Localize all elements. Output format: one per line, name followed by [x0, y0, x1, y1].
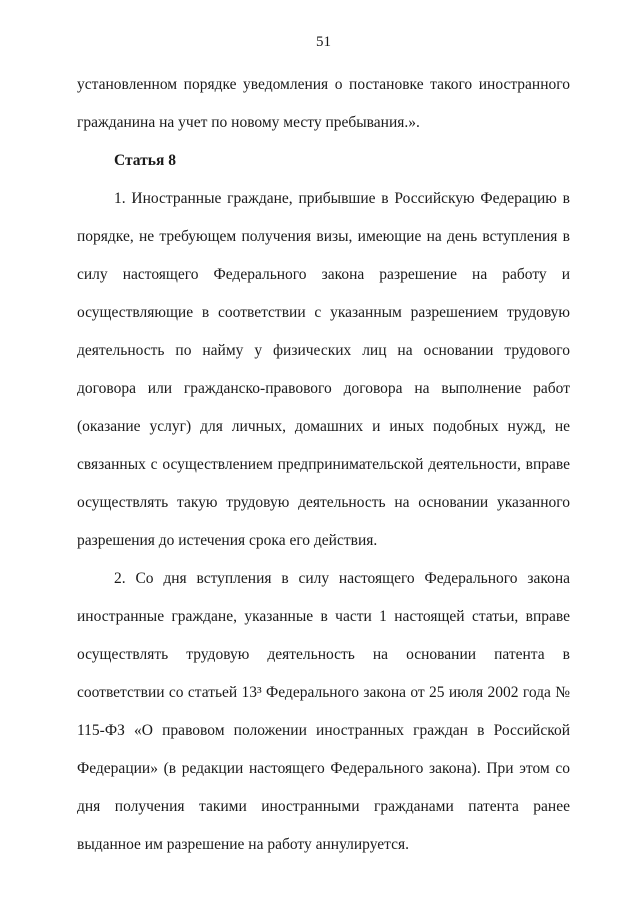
- page-number: 51: [316, 34, 331, 50]
- paragraph-1: 1. Иностранные граждане, прибывшие в Российскую Федерацию в порядке, не требующем получения визы, имеющие на день вступления в силу настоящего Федерального закона разрешение на работу и осуществляющие в соответствии с указанным разрешением трудовую деятельность по найму у физических лиц на основании трудового договора или гражданско-правового договора на выполнение работ (оказание услуг) для личных, домашних и иных подобных нужд, не связанных с осуществлением предпринимательской деятельности, вправе осуществлять такую трудовую деятельность на основании указанного разрешения до истечения срока его действия.: [77, 190, 570, 549]
- paragraph-2: 2. Со дня вступления в силу настоящего Федерального закона иностранные граждане, указанные в части 1 настоящей статьи, вправе осуществлять трудовую деятельность на основании патента в соответствии со статьей 13³ Федерального закона от 25 июля 2002 года № 115-ФЗ «О правовом положении иностранных граждан в Российской Федерации» (в редакции настоящего Федерального закона). При этом со дня получения такими иностранными гражданами патента ранее выданное им разрешение на работу аннулируется.: [77, 570, 570, 853]
- document-body: [77, 66, 570, 864]
- article-heading: Статья 8: [114, 152, 176, 169]
- paragraph-continuation: установленном порядке уведомления о постановке такого иностранного гражданина на учет по новому месту пребывания.».: [77, 76, 570, 131]
